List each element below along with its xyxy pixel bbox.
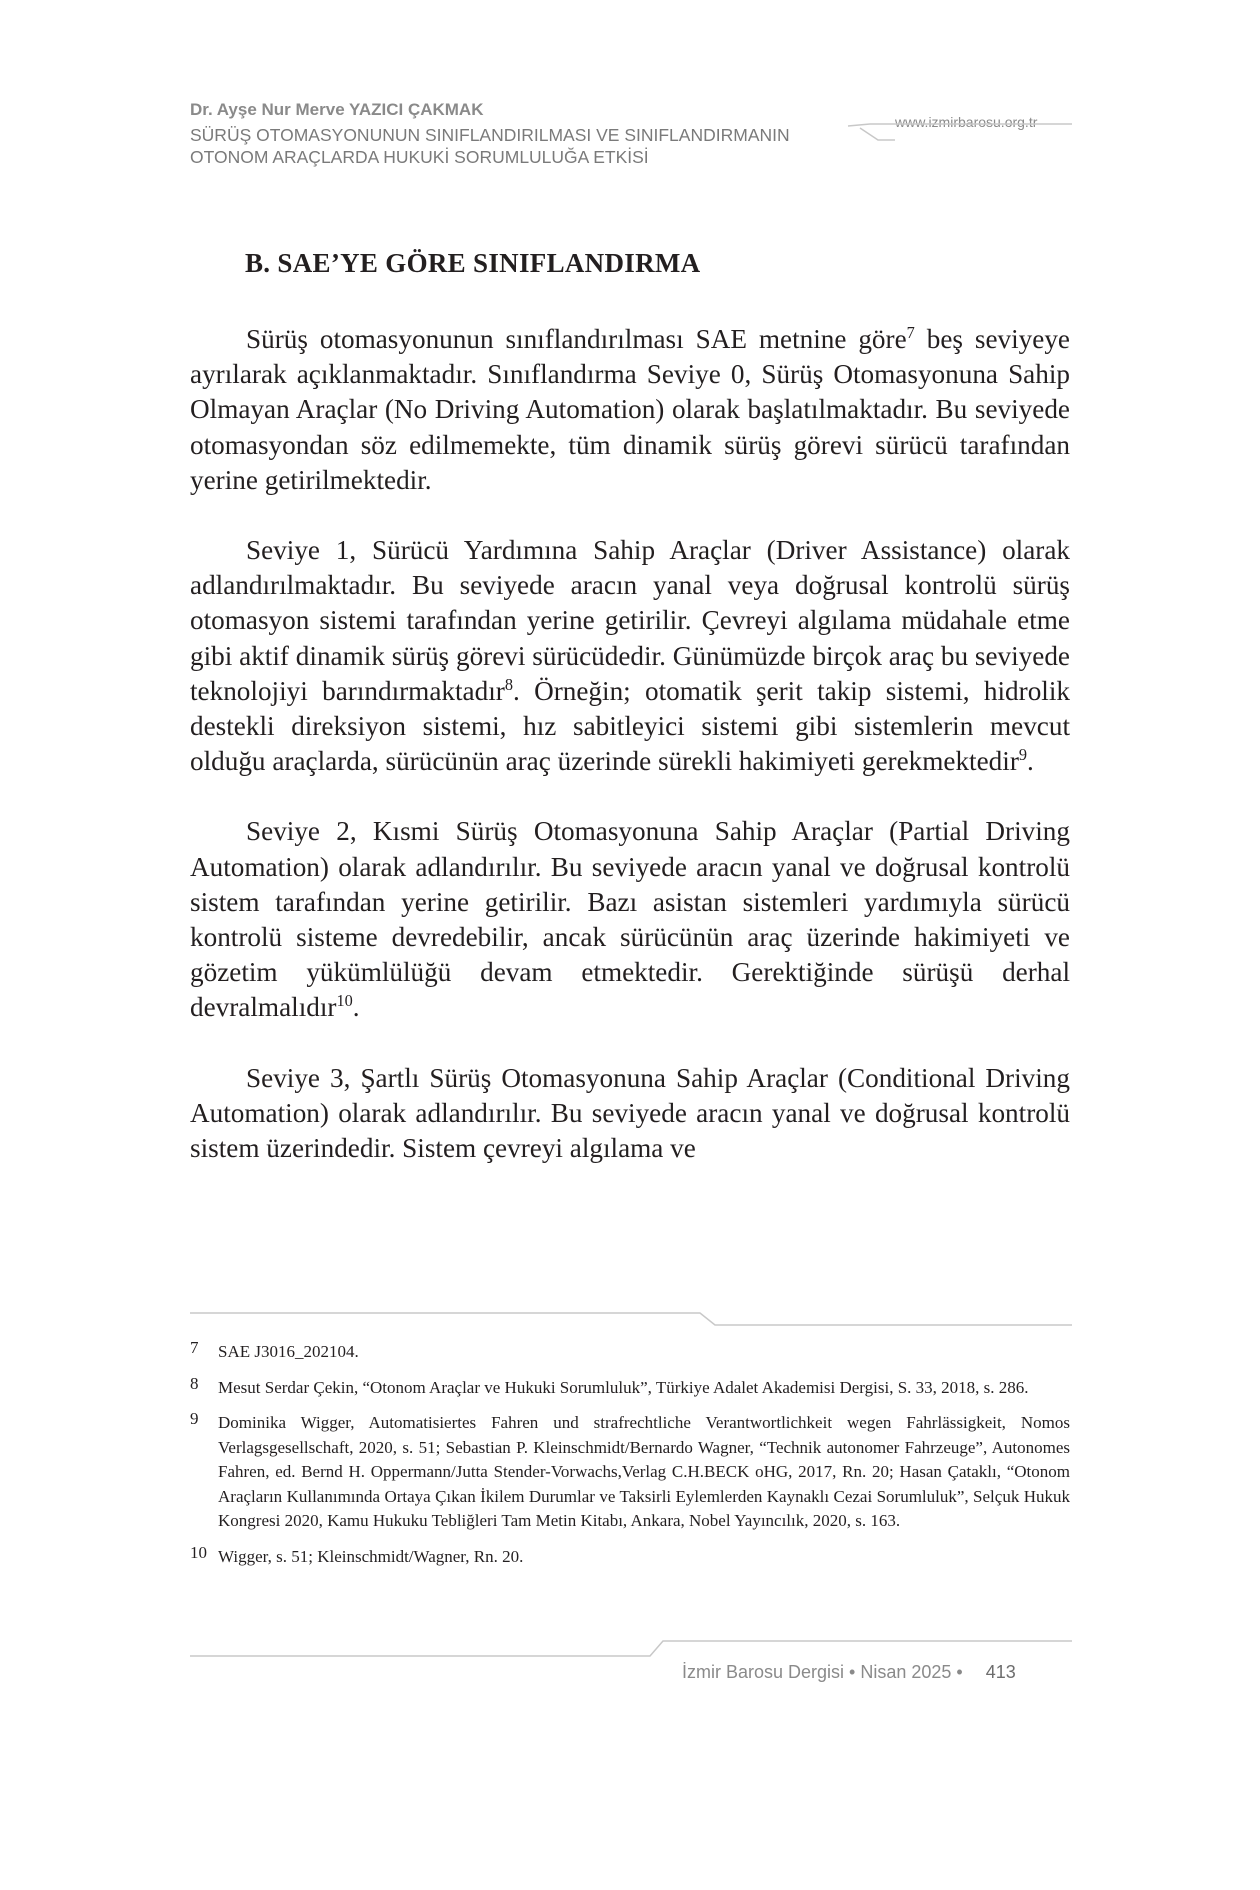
footer-rule-line [190, 1641, 1072, 1656]
paragraph-4: Seviye 3, Şartlı Sürüş Otomasyonuna Sahip Araçlar (Conditional Driving Automation) olarak adlandırılır. Bu seviyede aracın yanal ve doğrusal kontrolü sistem üzerindedir. Sistem çevreyi algılama ve [190, 1062, 1070, 1164]
footnote-9 [190, 1411, 1070, 1534]
header-title-line-2: OTONOM ARAÇLARDA HUKUKİ SORUMLULUĞA ETKİSİ [190, 147, 649, 167]
header-website: www.izmirbarosu.org.tr [895, 114, 1038, 130]
footnote-10 [190, 1542, 1070, 1570]
section-heading: B. SAE’YE GÖRE SINIFLANDIRMA [245, 248, 701, 278]
footnote-ref-8[interactable]: 8 [504, 674, 513, 694]
page-number: 413 [985, 1662, 1016, 1682]
paragraph-3: Seviye 2, Kısmi Sürüş Otomasyonuna Sahip Araçlar (Partial Driving Automation) olarak adlandırılır. Bu seviyede aracın yanal ve doğrusal kontrolü sistem tarafından yerine getirilir. Bazı asistan sistemleri yardımıyla sürücü kontrolü sisteme devredebilir, ancak sürücünün araç üzerinde hakimiyeti ve gözetim yükümlülüğü devam etmektedir. Gerektiğinde sürüşü derhal devralmalıdır$^{10}$. [190, 816, 1070, 1023]
running-header [190, 100, 1090, 168]
header-title [190, 124, 1090, 168]
paragraph-1: Sürüş otomasyonunun sınıflandırılması SAE metnine göre$^7$ beş seviyeye ayrılarak açıklanmaktadır. Sınıflandırma Seviye 0, Sürüş Otomasyonuna Sahip Olmayan Araçlar (No Driving Automation) olarak başlatılmaktadır. Bu seviyede otomasyondan söz edilmemekte, tüm dinamik sürüş görevi sürücü tarafından yerine getirilmektedir. [190, 322, 1070, 495]
footnote-7 [190, 1340, 1070, 1365]
footnote-text: SAE J3016_202104. [218, 1342, 359, 1361]
body-text [190, 322, 1070, 1201]
footnote-text: Mesut Serdar Çekin, “Otonom Araçlar ve Hukuki Sorumluluk”, Türkiye Adalet Akademisi Dergisi, S. 33, 2018, s. 286. [218, 1377, 1029, 1397]
header-author: Dr. Ayşe Nur Merve YAZICI ÇAKMAK [190, 100, 484, 119]
footnote-number: 7 [190, 1338, 199, 1357]
footnote-text: Wigger, s. 51; Kleinschmidt/Wagner, Rn. 20. [218, 1546, 524, 1566]
footnotes [190, 1340, 1070, 1580]
footnote-number: 10 [190, 1542, 207, 1562]
footnote-ref-9[interactable]: 9 [1018, 745, 1028, 765]
footnote-ref-7[interactable]: 7 [906, 322, 915, 342]
footnote-number: 9 [190, 1409, 199, 1428]
footnote-number: 8 [190, 1373, 199, 1393]
header-title-line-1: SÜRÜŞ OTOMASYONUNUN SINIFLANDIRILMASI VE SINIFLANDIRMANIN [190, 125, 790, 145]
paragraph-2: Seviye 1, Sürücü Yardımına Sahip Araçlar (Driver Assistance) olarak adlandırılmaktadır. Bu seviyede aracın yanal veya doğrusal kontrolü sürüş otomasyon sistemi tarafından yerine getirilir. Çevreyi algılama müdahale etme gibi aktif dinamik sürüş görevi sürücüdedir. Günümüzde birçok araç bu seviyede teknolojiyi barındırmaktadır$^8$. Örneğin; otomatik şerit takip sistemi, hidrolik destekli direksiyon sistemi, hız sabitleyici sistemi gibi sistemlerin mevcut olduğu araçlarda, sürücünün araç üzerinde sürekli hakimiyeti gerekmektedir$^9$. [190, 535, 1070, 777]
footnote-separator-line [190, 1313, 1072, 1325]
footnote-text: Dominika Wigger, Automatisiertes Fahren und strafrechtliche Verantwortlichkeit wegen Fahrlässigkeit, Nomos Verlagsgesellschaft, 2020, s. 51; Sebastian P. Kleinschmidt/Bernardo Wagner, “Technik autonomer Fahrzeuge”, Autonomes Fahren, ed. Bernd H. Oppermann/Jutta Stender-Vorwachs,Verlag C.H.BECK oHG, 2017, Rn. 20; Hasan Çataklı, “Otonom Araçların Kullanımında Ortaya Çıkan İkilem Durumlar ve Taksirli Eylemlerden Kaynaklı Cezai Sorumluluk”, Selçuk Hukuk Kongresi 2020, Kamu Hukuku Tebliğleri Tam Metin Kitabı, Ankara, Nobel Yayıncılık, 2020, s. 163. [218, 1413, 1070, 1530]
footnote-ref-10[interactable]: 10 [336, 991, 353, 1011]
footnote-8 [190, 1373, 1070, 1401]
running-footer [682, 1662, 1016, 1683]
footer-journal: İzmir Barosu Dergisi • Nisan 2025 • [682, 1662, 963, 1682]
